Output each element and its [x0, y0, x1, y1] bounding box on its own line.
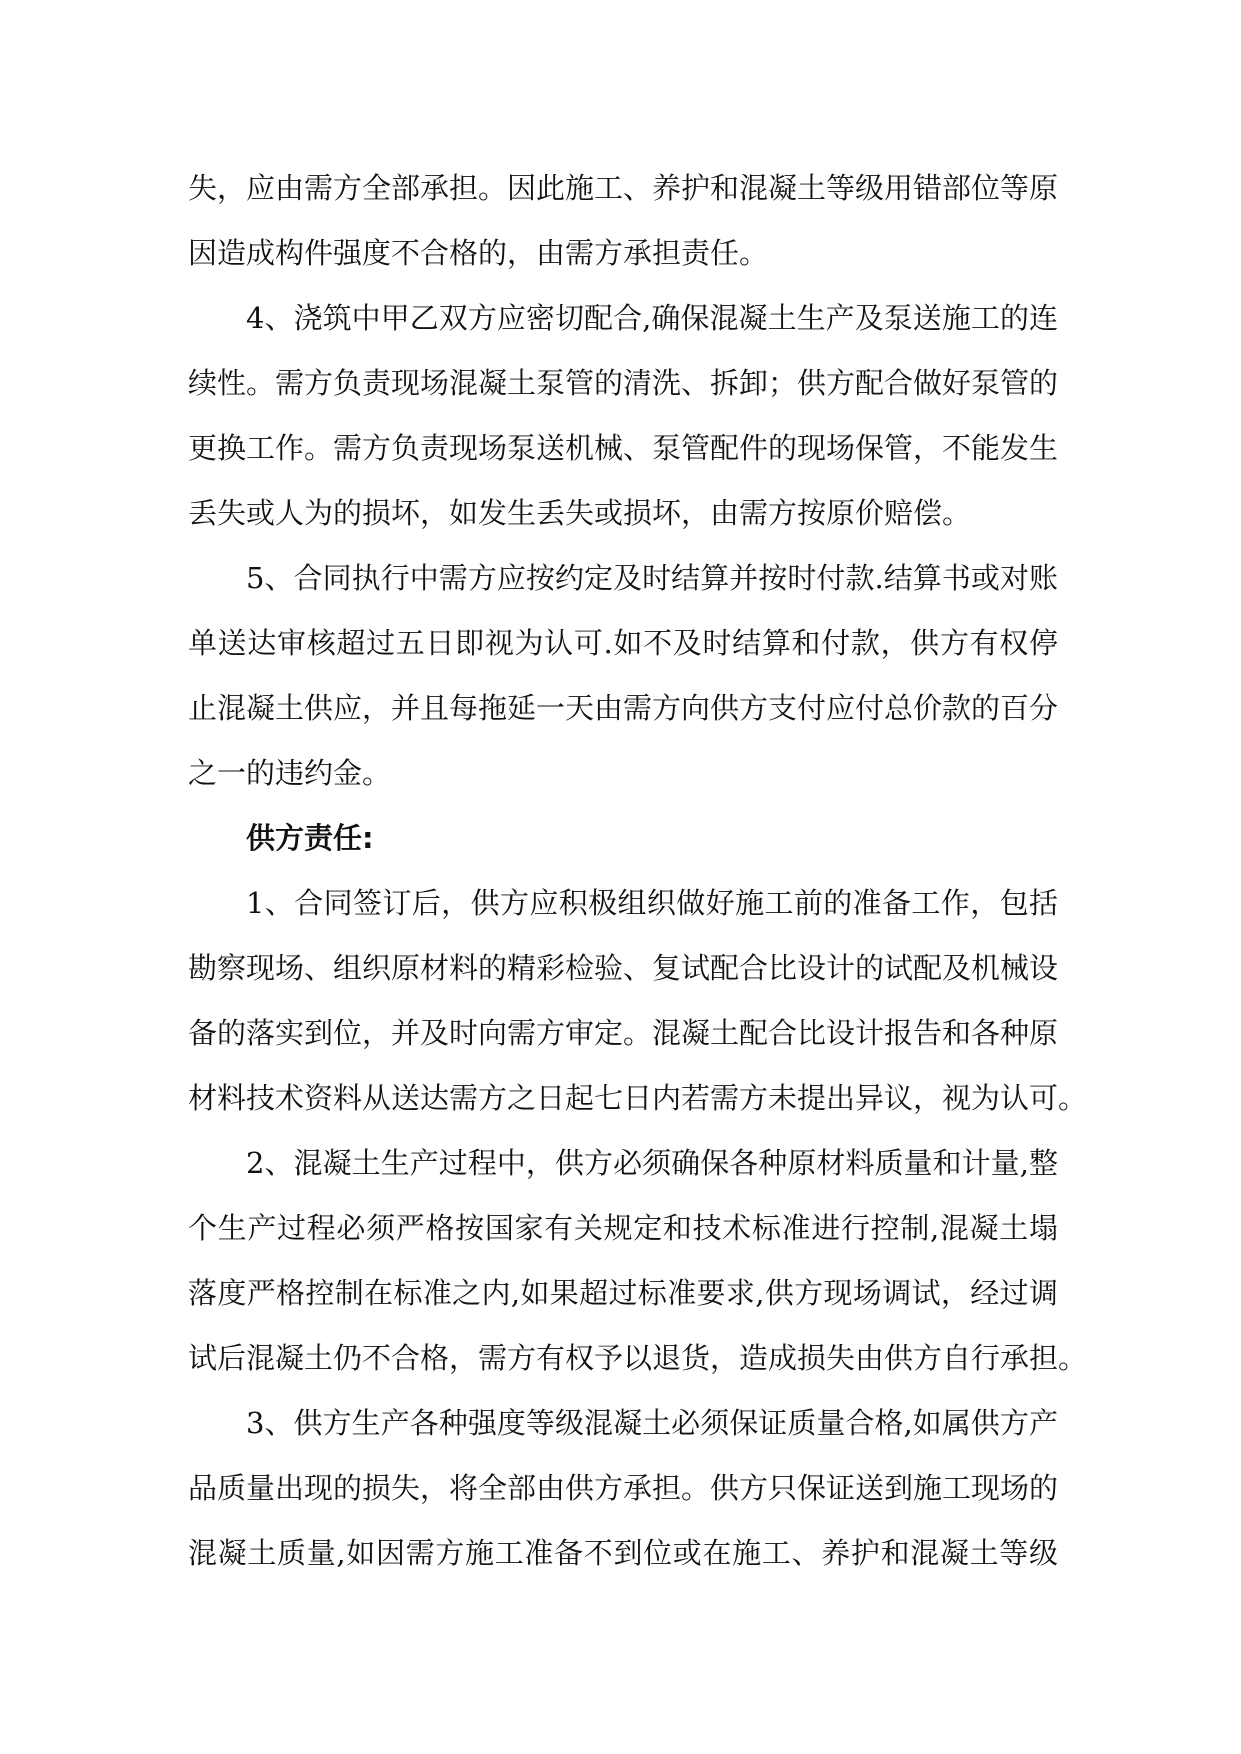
text-line: 勘察现场、组织原材料的精彩检验、复试配合比设计的试配及机械设: [188, 951, 1059, 985]
text-line: 5、合同执行中需方应按约定及时结算并按时付款.结算书或对账: [246, 561, 1058, 595]
text-line: 之一的违约金。: [188, 756, 392, 790]
text-line: 丢失或人为的损坏，如发生丢失或损坏，由需方按原价赔偿。: [188, 496, 972, 530]
text-line: 1、合同签订后，供方应积极组织做好施工前的准备工作，包括: [246, 886, 1058, 920]
heading-text: 供方责任:: [246, 821, 374, 855]
text-line: 续性。需方负责现场混凝土泵管的清洗、拆卸；供方配合做好泵管的: [188, 366, 1059, 400]
paragraph: [188, 1131, 1088, 1391]
paragraph: [188, 156, 1058, 286]
text-line: 备的落实到位，并及时向需方审定。混凝土配合比设计报告和各种原: [188, 1016, 1059, 1050]
text-line: 止混凝土供应，并且每拖延一天由需方向供方支付应付总价款的百分: [188, 691, 1059, 725]
text-line: 更换工作。需方负责现场泵送机械、泵管配件的现场保管，不能发生: [188, 431, 1059, 465]
text-line: 3、供方生产各种强度等级混凝土必须保证质量合格,如属供方产: [246, 1406, 1058, 1440]
text-line: 材料技术资料从送达需方之日起七日内若需方未提出异议，视为认可。: [188, 1081, 1088, 1115]
text-line: 混凝土质量,如因需方施工准备不到位或在施工、养护和混凝土等级: [188, 1536, 1058, 1570]
text-line: 2、混凝土生产过程中，供方必须确保各种原材料质量和计量,整: [246, 1146, 1058, 1180]
text-line: 因造成构件强度不合格的，由需方承担责任。: [188, 236, 769, 270]
paragraph: [188, 546, 1058, 806]
text-line: 失，应由需方全部承担。因此施工、养护和混凝土等级用错部位等原: [188, 171, 1059, 205]
document-page: [188, 156, 1088, 1586]
text-line: 落度严格控制在标准之内,如果超过标准要求,供方现场调试，经过调: [188, 1276, 1058, 1310]
text-line: 个生产过程必须严格按国家有关规定和技术标准进行控制,混凝土塌: [188, 1211, 1058, 1245]
paragraph: [188, 286, 1058, 546]
text-line: 4、浇筑中甲乙双方应密切配合,确保混凝土生产及泵送施工的连: [246, 301, 1058, 335]
paragraph: [188, 871, 1088, 1131]
text-line: 试后混凝土仍不合格，需方有权予以退货，造成损失由供方自行承担。: [188, 1341, 1088, 1375]
section-heading: [188, 806, 1058, 871]
text-line: 品质量出现的损失，将全部由供方承担。供方只保证送到施工现场的: [188, 1471, 1059, 1505]
paragraph: [188, 1391, 1058, 1586]
text-line: 单送达审核超过五日即视为认可.如不及时结算和付款，供方有权停: [188, 626, 1058, 660]
